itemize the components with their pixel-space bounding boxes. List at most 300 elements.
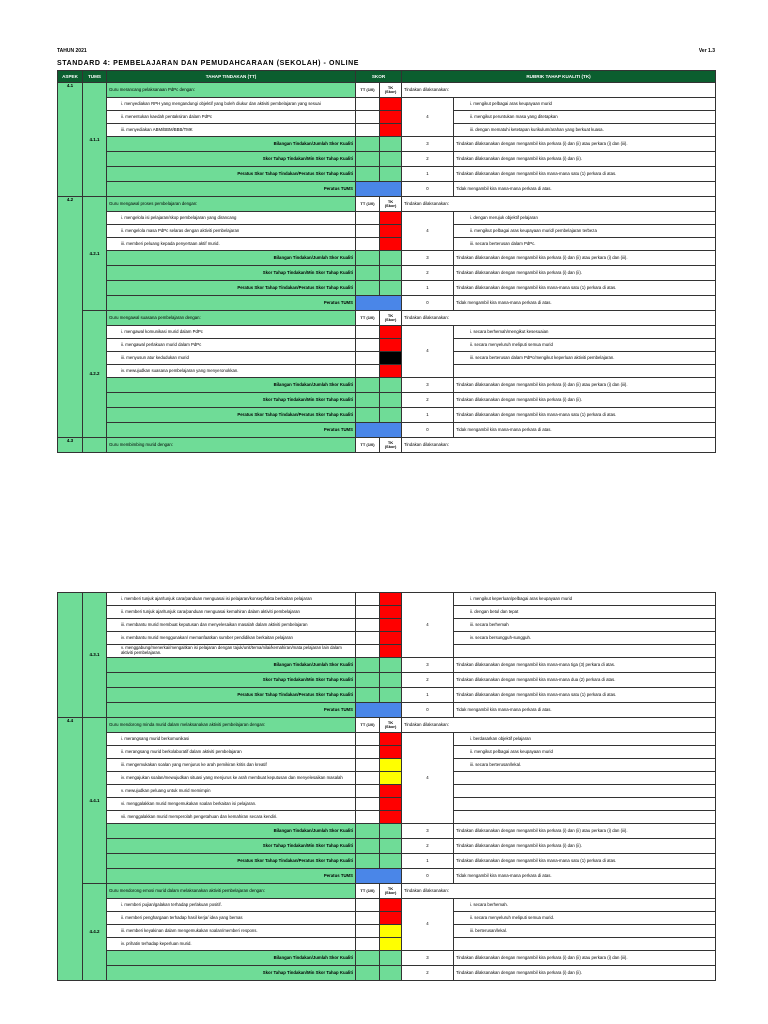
rubric-item: i. secara berhemah/mengikut kesesuaian — [454, 326, 716, 339]
action-item: i. merangsang murid berkomunikasi — [107, 733, 356, 746]
tt-input-cell[interactable] — [356, 746, 380, 759]
tt-input-cell[interactable] — [356, 811, 380, 824]
version-label: Ver 1.3 — [698, 48, 715, 54]
summary-label: Bilangan Tindakan/Jumlah Skor Kualiti — [107, 251, 356, 266]
action-item: i. memberi pujian/galakan terhadap perlakuan positif. — [107, 899, 356, 912]
summary-score: 0 — [402, 182, 454, 197]
col-tt: TAHAP TINDAKAN (TT) — [107, 71, 356, 83]
tums-cell: 4.2.2 — [83, 311, 107, 438]
tk-score-cell[interactable] — [380, 632, 402, 645]
summary-label: Peratus Skor Tahap Tindakan/Peratus Skor Tahap Kualiti — [107, 854, 356, 869]
summary-label: Peratus TUMS — [107, 703, 356, 718]
summary-label: Skor Tahap Tindakan/Min Skor Tahap Kualiti — [107, 393, 356, 408]
summary-rubric: Tidak mengambil kira mana-mana perkara di atas. — [454, 423, 716, 438]
tk-total-cell — [380, 251, 402, 266]
action-item: iii. mengemukakan soalan yang menjurus ke arah pemikiran kritis dan kreatif — [107, 759, 356, 772]
action-item: ii. menentukan kaedah pentaksiran dalam PdPc — [107, 111, 356, 124]
tums-cell — [83, 438, 107, 453]
summary-row — [58, 152, 716, 167]
tt-input-cell[interactable] — [356, 938, 380, 951]
percent-tums-cell — [356, 869, 402, 884]
rubric-item — [454, 811, 716, 824]
tt-header: TT (1/0) — [356, 884, 380, 899]
rubric-item — [454, 365, 716, 378]
rubric-intro: Tindakan dilaksanakan: — [402, 718, 716, 733]
year-label: TAHUN 2021 — [57, 48, 87, 54]
rubric-item: ii. mengikut pelbagai aras keupayaan murid/ pembelajaran terbeza — [454, 225, 716, 238]
tt-input-cell[interactable] — [356, 365, 380, 378]
rubric-score: 4 — [402, 899, 454, 951]
tt-input-cell[interactable] — [356, 645, 380, 658]
rubric-item: i. dengan merujuk objektif pelajaran — [454, 212, 716, 225]
action-intro: Guru merancang pelaksanaan PdPc dengan: — [107, 83, 356, 98]
summary-row — [58, 824, 716, 839]
tt-input-cell[interactable] — [356, 798, 380, 811]
action-item-row — [58, 772, 716, 785]
summary-label: Peratus TUMS — [107, 423, 356, 438]
tt-input-cell[interactable] — [356, 111, 380, 124]
tk-score-cell[interactable] — [380, 785, 402, 798]
action-item-row — [58, 352, 716, 365]
tk-header: TK (Skor) — [380, 83, 402, 98]
tk-score-cell[interactable] — [380, 352, 402, 365]
summary-label: Peratus TUMS — [107, 296, 356, 311]
tt-input-cell[interactable] — [356, 606, 380, 619]
action-item: i. mengawal komunikasi murid dalam PdPc — [107, 326, 356, 339]
summary-row — [58, 266, 716, 281]
rubric-score: 4 — [402, 733, 454, 824]
tk-score-cell[interactable] — [380, 912, 402, 925]
rubric-item: ii. mengikut peruntukan masa yang ditetapkan — [454, 111, 716, 124]
summary-rubric: Tindakan dilaksanakan dengan mengambil kira perkara (i) dan (ii). — [454, 966, 716, 981]
tk-score-cell[interactable] — [380, 238, 402, 251]
summary-label: Skor Tahap Tindakan/Min Skor Tahap Kualiti — [107, 152, 356, 167]
summary-row — [58, 869, 716, 884]
summary-rubric: Tindakan dilaksanakan dengan mengambil kira perkara (i) dan (ii) atau perkara (i) dan (iii). — [454, 378, 716, 393]
tt-input-cell[interactable] — [356, 124, 380, 137]
summary-label: Skor Tahap Tindakan/Min Skor Tahap Kualiti — [107, 966, 356, 981]
table-header-row — [58, 71, 716, 83]
tk-score-cell[interactable] — [380, 326, 402, 339]
rubric-item: ii. dengan betul dan tepat — [454, 606, 716, 619]
summary-score: 2 — [402, 839, 454, 854]
summary-row — [58, 167, 716, 182]
action-item: iv. mewujudkan suasana pembelajaran yang menyeronokkan. — [107, 365, 356, 378]
summary-row — [58, 182, 716, 197]
tk-score-cell[interactable] — [380, 212, 402, 225]
rubric-item: i. secara berhemah. — [454, 899, 716, 912]
action-item: ii. memberi penghargaan terhadap hasil kerja/ idea yang bernas — [107, 912, 356, 925]
tk-total-cell — [380, 824, 402, 839]
rubric-intro: Tindakan dilaksanakan: — [402, 311, 716, 326]
tk-total-cell — [380, 281, 402, 296]
action-item-row — [58, 912, 716, 925]
tums-cell: 4.2.1 — [83, 197, 107, 311]
col-rubrik: RUBRIK TAHAP KUALITI (TK) — [402, 71, 716, 83]
action-item: iv. membantu murid menggunakan/ memanfaatkan sumber pendidikan berkaitan pelajaran — [107, 632, 356, 645]
action-item-row — [58, 606, 716, 619]
summary-rubric: Tindakan dilaksanakan dengan mengambil kira mana-mana satu (1) perkara di atas. — [454, 408, 716, 423]
summary-label: Bilangan Tindakan/Jumlah Skor Kualiti — [107, 658, 356, 673]
aspek-cell: 4.1 — [58, 83, 83, 197]
summary-rubric: Tindakan dilaksanakan dengan mengambil kira perkara (i) dan (ii). — [454, 152, 716, 167]
tk-total-cell — [380, 167, 402, 182]
summary-row — [58, 408, 716, 423]
tk-total-cell — [380, 152, 402, 167]
summary-row — [58, 393, 716, 408]
action-item-row — [58, 339, 716, 352]
action-item: i. mengelola isi pelajaran/skop pembelajaran yang dirancang — [107, 212, 356, 225]
tk-total-cell — [380, 408, 402, 423]
action-intro-row — [58, 718, 716, 733]
action-item-row — [58, 899, 716, 912]
summary-score: 2 — [402, 266, 454, 281]
summary-label: Skor Tahap Tindakan/Min Skor Tahap Kualiti — [107, 839, 356, 854]
action-intro-row — [58, 438, 716, 453]
aspek-cell: 4.4 — [58, 718, 83, 981]
rubric-item: iv. secara bersungguh-sungguh. — [454, 632, 716, 645]
summary-label: Peratus TUMS — [107, 182, 356, 197]
summary-row — [58, 966, 716, 981]
rubric-item: ii. secara menyeluruh meliputi semua murid — [454, 339, 716, 352]
tk-total-cell — [380, 673, 402, 688]
tk-score-cell[interactable] — [380, 733, 402, 746]
tk-score-cell[interactable] — [380, 746, 402, 759]
summary-score: 2 — [402, 393, 454, 408]
tt-total-cell — [356, 251, 380, 266]
page1-table-wrap — [57, 70, 715, 453]
action-item-row — [58, 938, 716, 951]
tt-input-cell[interactable] — [356, 912, 380, 925]
percent-tums-cell — [356, 296, 402, 311]
action-intro-row — [58, 83, 716, 98]
summary-row — [58, 688, 716, 703]
tt-total-cell — [356, 167, 380, 182]
tk-score-cell[interactable] — [380, 925, 402, 938]
summary-rubric: Tindakan dilaksanakan dengan mengambil kira mana-mana satu (1) perkara di atas. — [454, 167, 716, 182]
tk-header: TK (Skor) — [380, 197, 402, 212]
col-skor: SKOR — [356, 71, 402, 83]
col-tums: TUMS — [83, 71, 107, 83]
action-item-row — [58, 785, 716, 798]
tums-cell: 4.4.1 — [83, 718, 107, 884]
tk-total-cell — [380, 839, 402, 854]
tt-total-cell — [356, 658, 380, 673]
tt-input-cell[interactable] — [356, 225, 380, 238]
tk-score-cell[interactable] — [380, 124, 402, 137]
tt-input-cell[interactable] — [356, 593, 380, 606]
tk-score-cell[interactable] — [380, 938, 402, 951]
summary-score: 1 — [402, 167, 454, 182]
action-intro-row — [58, 884, 716, 899]
action-item: v. menggabung/menerkai/mengaitkan isi pelajaran dengan tajuk/unit/tema/nilai/kemahiran/mata pelajaran lain dalam aktiviti pembelajaran. — [107, 645, 356, 658]
summary-label: Bilangan Tindakan/Jumlah Skor Kualiti — [107, 378, 356, 393]
tt-input-cell[interactable] — [356, 632, 380, 645]
summary-row — [58, 854, 716, 869]
rubric-item: ii. mengikut pelbagai aras keupayaan murid — [454, 746, 716, 759]
col-aspek: ASPEK — [58, 71, 83, 83]
tk-header: TK (Skor) — [380, 438, 402, 453]
tt-total-cell — [356, 408, 380, 423]
rubric-item — [454, 772, 716, 785]
rubric-item: i. mengikut keperluan/pelbagai aras keupayaan murid — [454, 593, 716, 606]
summary-score: 0 — [402, 296, 454, 311]
rubric-item — [454, 785, 716, 798]
page-header — [57, 48, 715, 58]
rubric-item: iii. dengan mematuhi ketetapan kurikulum/arahan yang berkuat kuasa. — [454, 124, 716, 137]
tt-header: TT (1/0) — [356, 718, 380, 733]
tt-input-cell[interactable] — [356, 899, 380, 912]
summary-rubric: Tindakan dilaksanakan dengan mengambil kira mana-mana satu (1) perkara di atas. — [454, 854, 716, 869]
tt-header: TT (1/0) — [356, 311, 380, 326]
aspek-cell — [58, 593, 83, 718]
tk-score-cell[interactable] — [380, 98, 402, 111]
summary-score: 3 — [402, 378, 454, 393]
tt-input-cell[interactable] — [356, 352, 380, 365]
tk-score-cell[interactable] — [380, 772, 402, 785]
summary-label: Peratus Skor Tahap Tindakan/Peratus Skor Tahap Kualiti — [107, 408, 356, 423]
tt-input-cell[interactable] — [356, 619, 380, 632]
rubric-table-page2 — [57, 592, 716, 981]
rubric-intro: Tindakan dilaksanakan: — [402, 884, 716, 899]
summary-rubric: Tindakan dilaksanakan dengan mengambil kira perkara (i) dan (ii). — [454, 393, 716, 408]
summary-rubric: Tindakan dilaksanakan dengan mengambil kira perkara (i) dan (ii). — [454, 839, 716, 854]
action-item: vii. menggalakkan murid memperolah pengetahuan dan kemahiran secara kendiri. — [107, 811, 356, 824]
tk-score-cell[interactable] — [380, 225, 402, 238]
summary-rubric: Tindakan dilaksanakan dengan mengambil kira mana-mana tiga (3) perkara di atas. — [454, 658, 716, 673]
summary-score: 3 — [402, 137, 454, 152]
rubric-score: 4 — [402, 98, 454, 137]
rubric-item — [454, 938, 716, 951]
tt-total-cell — [356, 137, 380, 152]
aspek-cell: 4.2 — [58, 197, 83, 438]
rubric-intro: Tindakan dilaksanakan: — [402, 83, 716, 98]
summary-row — [58, 951, 716, 966]
summary-label: Peratus Skor Tahap Tindakan/Peratus Skor Tahap Kualiti — [107, 688, 356, 703]
summary-rubric: Tindakan dilaksanakan dengan mengambil kira perkara (i) dan (ii). — [454, 266, 716, 281]
tk-header: TK (Skor) — [380, 311, 402, 326]
summary-row — [58, 839, 716, 854]
tt-total-cell — [356, 281, 380, 296]
tk-score-cell[interactable] — [380, 365, 402, 378]
summary-row — [58, 378, 716, 393]
action-item: ii. mengelola masa PdPc selaras dengan aktiviti pembelajaran — [107, 225, 356, 238]
percent-tums-cell — [356, 182, 402, 197]
tk-total-cell — [380, 854, 402, 869]
summary-score: 2 — [402, 966, 454, 981]
action-item-row — [58, 632, 716, 645]
summary-rubric: Tindakan dilaksanakan dengan mengambil kira perkara (i) dan (ii) atau perkara (i) dan (iii). — [454, 251, 716, 266]
summary-row — [58, 703, 716, 718]
rubric-item: iii. berterusan/lekal. — [454, 925, 716, 938]
summary-score: 2 — [402, 673, 454, 688]
tk-total-cell — [380, 688, 402, 703]
tt-total-cell — [356, 854, 380, 869]
tt-total-cell — [356, 951, 380, 966]
summary-label: Peratus Skor Tahap Tindakan/Peratus Skor Tahap Kualiti — [107, 281, 356, 296]
action-item-row — [58, 225, 716, 238]
summary-score: 1 — [402, 854, 454, 869]
rubric-table-page1 — [57, 70, 716, 453]
summary-row — [58, 673, 716, 688]
action-item: iii. menyusun atur kedudukan murid — [107, 352, 356, 365]
action-item-row — [58, 925, 716, 938]
tk-total-cell — [380, 951, 402, 966]
tk-score-cell[interactable] — [380, 645, 402, 658]
tk-header: TK (Skor) — [380, 884, 402, 899]
tt-input-cell[interactable] — [356, 733, 380, 746]
tt-input-cell[interactable] — [356, 238, 380, 251]
action-item-row — [58, 759, 716, 772]
action-intro: Guru membimbing murid dengan: — [107, 438, 356, 453]
tt-input-cell[interactable] — [356, 326, 380, 339]
rubric-intro: Tindakan dilaksanakan: — [402, 438, 716, 453]
action-item-row — [58, 619, 716, 632]
tk-score-cell[interactable] — [380, 798, 402, 811]
aspek-cell: 4.3 — [58, 438, 83, 453]
summary-row — [58, 251, 716, 266]
action-item: i. menyediakan RPH yang mengandungi objektif yang boleh diukur dan aktiviti pembelajaran yang sesuai — [107, 98, 356, 111]
action-intro: Guru mengawal suasana pembelajaran dengan: — [107, 311, 356, 326]
summary-rubric: Tidak mengambil kira mana-mana perkara di atas. — [454, 869, 716, 884]
tk-total-cell — [380, 266, 402, 281]
tk-score-cell[interactable] — [380, 811, 402, 824]
summary-score: 3 — [402, 658, 454, 673]
tt-total-cell — [356, 688, 380, 703]
tt-total-cell — [356, 839, 380, 854]
tt-input-cell[interactable] — [356, 98, 380, 111]
tt-total-cell — [356, 266, 380, 281]
summary-score: 1 — [402, 281, 454, 296]
action-item: vi. menggalakkan murid mengemukakan soalan berkaitan isi pelajaran. — [107, 798, 356, 811]
action-item-row — [58, 238, 716, 251]
summary-rubric: Tindakan dilaksanakan dengan mengambil kira perkara (i) dan (ii) atau perkara (i) dan (iii). — [454, 137, 716, 152]
summary-rubric: Tidak mengambil kira mana-mana perkara di atas. — [454, 703, 716, 718]
tk-total-cell — [380, 393, 402, 408]
action-item-row — [58, 798, 716, 811]
action-intro-row — [58, 197, 716, 212]
summary-row — [58, 658, 716, 673]
tk-score-cell[interactable] — [380, 593, 402, 606]
tt-header: TT (1/0) — [356, 438, 380, 453]
action-item: iv. mengajukan soalan/mewujudkan situasi yang menjurus ke arah membuat keputusan dan menyelesaikan masalah — [107, 772, 356, 785]
action-item: iii. memberi keyakinan dalam mengemukakan soalan/memberi respons. — [107, 925, 356, 938]
summary-score: 2 — [402, 152, 454, 167]
summary-row — [58, 423, 716, 438]
action-item: ii. mengawal perlakuan murid dalam PdPc — [107, 339, 356, 352]
percent-tums-cell — [356, 423, 402, 438]
rubric-item: i. berdasarkan objektif pelajaran — [454, 733, 716, 746]
action-item-row — [58, 326, 716, 339]
summary-label: Bilangan Tindakan/Jumlah Skor Kualiti — [107, 824, 356, 839]
tk-score-cell[interactable] — [380, 899, 402, 912]
tt-input-cell[interactable] — [356, 925, 380, 938]
action-intro-row — [58, 311, 716, 326]
tt-total-cell — [356, 378, 380, 393]
rubric-score: 4 — [402, 326, 454, 378]
action-intro: Guru mendorong emosi murid dalam melaksanakan aktiviti pembelajaran dengan: — [107, 884, 356, 899]
tt-header: TT (1/0) — [356, 197, 380, 212]
tk-score-cell[interactable] — [380, 606, 402, 619]
action-item-row — [58, 746, 716, 759]
summary-score: 3 — [402, 824, 454, 839]
summary-rubric: Tindakan dilaksanakan dengan mengambil kira perkara (i) dan (ii) atau perkara (i) dan (iii). — [454, 824, 716, 839]
rubric-score: 4 — [402, 212, 454, 251]
action-intro: Guru mengawal proses pembelajaran dengan: — [107, 197, 356, 212]
tk-score-cell[interactable] — [380, 759, 402, 772]
tt-total-cell — [356, 393, 380, 408]
summary-rubric: Tidak mengambil kira mana-mana perkara di atas. — [454, 182, 716, 197]
rubric-item: iii. secara berterusan dalam PdPc. — [454, 238, 716, 251]
tt-input-cell[interactable] — [356, 759, 380, 772]
tk-total-cell — [380, 378, 402, 393]
action-item-row — [58, 111, 716, 124]
summary-score: 0 — [402, 703, 454, 718]
action-item-row — [58, 593, 716, 606]
tums-cell: 4.3.1 — [83, 593, 107, 718]
summary-rubric: Tindakan dilaksanakan dengan mengambil kira mana-mana satu (1) perkara di atas. — [454, 281, 716, 296]
action-item: iii. memberi peluang kepada penyertaan aktif murid. — [107, 238, 356, 251]
summary-label: Bilangan Tindakan/Jumlah Skor Kualiti — [107, 137, 356, 152]
action-item: ii. memberi tunjuk ajar/tunjuk cara/panduan menguasai kemahiran dalam aktiviti pembelajaran — [107, 606, 356, 619]
tt-input-cell[interactable] — [356, 785, 380, 798]
summary-score: 0 — [402, 423, 454, 438]
summary-score: 1 — [402, 408, 454, 423]
tt-total-cell — [356, 966, 380, 981]
action-item-row — [58, 212, 716, 225]
summary-row — [58, 137, 716, 152]
standard-title: STANDARD 4: PEMBELAJARAN DAN PEMUDAHCARAAN (SEKOLAH) - ONLINE — [57, 60, 360, 67]
tk-score-cell[interactable] — [380, 619, 402, 632]
action-item-row — [58, 365, 716, 378]
tk-score-cell[interactable] — [380, 111, 402, 124]
action-item: ii. merangsang murid berkolaboratif dalam aktiviti pembelajaran — [107, 746, 356, 759]
tk-score-cell[interactable] — [380, 339, 402, 352]
summary-rubric: Tindakan dilaksanakan dengan mengambil kira mana-mana dua (2) perkara di atas. — [454, 673, 716, 688]
tums-cell: 4.4.2 — [83, 884, 107, 981]
tk-total-cell — [380, 137, 402, 152]
rubric-item — [454, 645, 716, 658]
rubric-item — [454, 798, 716, 811]
action-item-row — [58, 98, 716, 111]
action-item: iii. membantu murid membuat keputusan dan menyelesaikan masalah dalam aktiviti pembelajaran — [107, 619, 356, 632]
tt-input-cell[interactable] — [356, 772, 380, 785]
action-item: i. memberi tunjuk ajar/tunjuk cara/panduan menguasai isi pelajaran/konsep/fakta berkaitan pelajaran — [107, 593, 356, 606]
tt-input-cell[interactable] — [356, 339, 380, 352]
rubric-score: 4 — [402, 593, 454, 658]
summary-label: Peratus Skor Tahap Tindakan/Peratus Skor Tahap Kualiti — [107, 167, 356, 182]
summary-score: 3 — [402, 951, 454, 966]
tt-total-cell — [356, 824, 380, 839]
tt-total-cell — [356, 673, 380, 688]
tk-total-cell — [380, 658, 402, 673]
page2-table-wrap — [57, 592, 715, 981]
rubric-item: iii. secara berterusan/lekal. — [454, 759, 716, 772]
summary-row — [58, 281, 716, 296]
summary-row — [58, 296, 716, 311]
tt-input-cell[interactable] — [356, 212, 380, 225]
action-item: iii. menyediakan ABM/BBM/BBB/TMK — [107, 124, 356, 137]
summary-score: 0 — [402, 869, 454, 884]
tums-cell: 4.1.1 — [83, 83, 107, 197]
action-item: iv. prihatin terhadap keperluan murid. — [107, 938, 356, 951]
percent-tums-cell — [356, 703, 402, 718]
summary-label: Skor Tahap Tindakan/Min Skor Tahap Kualiti — [107, 266, 356, 281]
action-item: v. mewujudkan peluang untuk murid memimpin — [107, 785, 356, 798]
tt-header: TT (1/0) — [356, 83, 380, 98]
rubric-item: iii. secara berhemah — [454, 619, 716, 632]
rubric-item: ii. secara menyeluruh meliputi semua murid. — [454, 912, 716, 925]
